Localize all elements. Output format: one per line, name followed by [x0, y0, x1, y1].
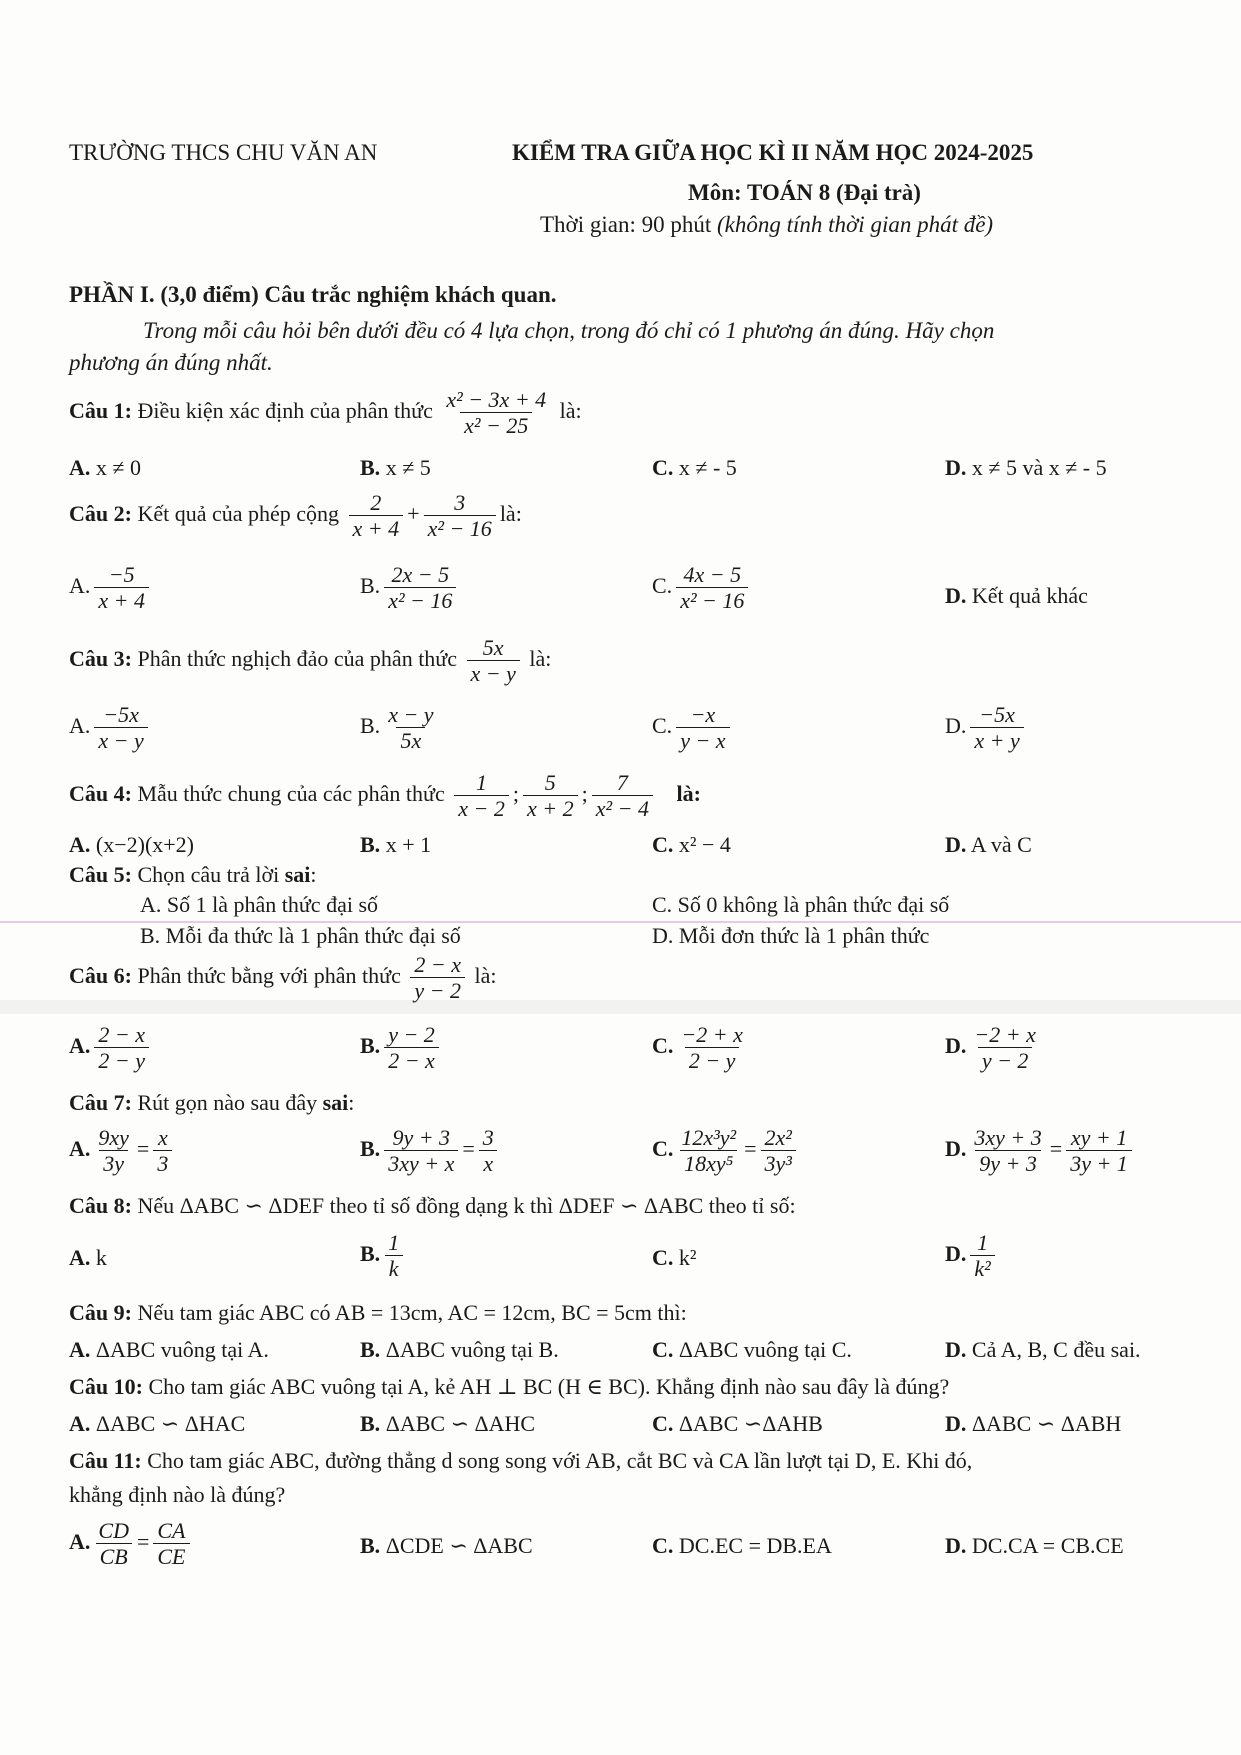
q9-a: ΔABC vuông tại A.	[95, 1337, 269, 1362]
q11-eq: =	[136, 1528, 150, 1554]
q2-b-fraction	[384, 562, 456, 614]
q2-f2-den: x² − 16	[424, 515, 496, 541]
opt-letter: A.	[69, 832, 91, 857]
q11-c: DC.EC = DB.EA	[678, 1533, 832, 1558]
q2-option-a[interactable]	[69, 562, 153, 614]
q3-b-fraction	[384, 702, 437, 754]
q8-option-c[interactable]	[652, 1245, 697, 1271]
q7-d-lhs-num: 3xy + 3	[974, 1125, 1042, 1150]
q9-c: ΔABC vuông tại C.	[678, 1337, 852, 1362]
q11-a-rhs-num: CA	[157, 1518, 186, 1543]
q8-label: Câu 8:	[69, 1193, 132, 1218]
q5-option-c[interactable]: C. Số 0 không là phân thức đại số	[652, 892, 950, 917]
q9-b: ΔABC vuông tại B.	[385, 1337, 559, 1362]
q6-fraction	[410, 952, 465, 1004]
opt-letter: D.	[945, 1240, 967, 1266]
opt-letter: C.	[652, 712, 673, 738]
q7-option-d[interactable]	[945, 1125, 1136, 1177]
q11-option-a[interactable]	[69, 1518, 194, 1570]
q6-c-den: 2 − y	[685, 1047, 740, 1073]
question-2	[69, 490, 522, 542]
q6-b-num: y − 2	[388, 1022, 435, 1047]
q7-c-lhs-den: 18xy⁵	[680, 1150, 737, 1176]
q9-text: Nếu tam giác ABC có AB = 13cm, AC = 12cm, BC = 5cm thì:	[131, 1300, 687, 1325]
q6-c-num: −2 + x	[681, 1022, 743, 1047]
q3-a-fraction	[94, 702, 147, 754]
opt-letter: A.	[69, 1411, 91, 1436]
q7-c-rhs-den: 3y³	[761, 1150, 796, 1176]
time-note: (không tính thời gian phát đề)	[716, 212, 994, 237]
q4-fraction-3	[592, 770, 653, 822]
q7-d-rhs	[1066, 1125, 1132, 1177]
q3-a-num: −5x	[103, 702, 139, 727]
q10-label: Câu 10:	[69, 1374, 143, 1399]
q2-text: Kết quả của phép cộng	[131, 500, 340, 526]
q7-text: Rút gọn nào sau đây	[131, 1090, 323, 1115]
q8-d-den: k²	[970, 1255, 994, 1281]
question-1	[69, 387, 582, 439]
q8-option-b[interactable]	[360, 1230, 407, 1282]
q7-b-lhs	[384, 1125, 458, 1177]
q1-den: x² − 25	[460, 412, 532, 438]
q9-option-d[interactable]	[945, 1337, 1141, 1363]
q2-f1-num: 2	[370, 490, 382, 515]
q5-bold: sai	[284, 862, 311, 887]
opt-letter: A.	[69, 455, 91, 480]
q1-b: x ≠ 5	[385, 455, 431, 480]
q8-a: k	[95, 1245, 107, 1270]
q5-text: Chọn câu trả lời	[131, 862, 285, 887]
opt-letter: B.	[360, 712, 381, 738]
q7-b-rhs-den: x	[479, 1150, 497, 1176]
question-3	[69, 635, 551, 687]
q6-den: y − 2	[410, 977, 465, 1003]
q8-d-num: 1	[977, 1230, 989, 1255]
q10-b: ΔABC ∽ ΔAHC	[385, 1411, 536, 1436]
q11-label: Câu 11:	[69, 1448, 142, 1473]
question-4	[69, 770, 701, 822]
q3-num: 5x	[482, 635, 504, 660]
q3-option-c[interactable]	[652, 702, 734, 754]
q7-c-lhs-num: 12x³y²	[681, 1125, 737, 1150]
opt-letter: D.	[945, 455, 967, 480]
opt-letter: D.	[945, 712, 967, 738]
q6-a-fraction	[94, 1022, 149, 1074]
opt-letter: A.	[69, 1528, 91, 1554]
q10-option-a[interactable]	[69, 1411, 245, 1437]
q2-b-num: 2x − 5	[391, 562, 450, 587]
q3-c-den: y − x	[676, 727, 729, 753]
q3-option-d[interactable]	[945, 702, 1028, 754]
q7-label: Câu 7:	[69, 1090, 132, 1115]
q11-text: Cho tam giác ABC, đường thẳng d song song với AB, cắt BC và CA lần lượt tại D, E. Khi đó,	[141, 1448, 973, 1473]
q7-colon: :	[348, 1090, 355, 1115]
q3-d-fraction	[970, 702, 1023, 754]
opt-letter: D.	[945, 1411, 967, 1436]
opt-letter: C.	[652, 572, 673, 598]
q2-fraction-2	[424, 490, 496, 542]
opt-letter: B.	[360, 1411, 381, 1436]
opt-letter: C.	[652, 1337, 674, 1362]
q2-f1-den: x + 4	[349, 515, 404, 541]
q3-option-b[interactable]	[360, 702, 442, 754]
q7-d-lhs-den: 9y + 3	[975, 1150, 1041, 1176]
q7-b-rhs-num: 3	[482, 1125, 494, 1150]
opt-letter: B.	[360, 1240, 381, 1266]
opt-letter: C.	[652, 1135, 674, 1161]
opt-letter: A.	[69, 1135, 91, 1161]
q11-a-lhs	[94, 1518, 133, 1570]
q5-option-d[interactable]: D. Mỗi đơn thức là 1 phân thức	[652, 923, 930, 948]
q3-c-fraction	[676, 702, 729, 754]
q10-option-c[interactable]	[652, 1411, 823, 1437]
q9-option-a[interactable]	[69, 1337, 269, 1363]
opt-letter: B.	[360, 1135, 381, 1161]
opt-letter: C.	[652, 832, 674, 857]
q7-c-rhs	[761, 1125, 796, 1177]
q10-option-b[interactable]	[360, 1411, 535, 1437]
question-5	[69, 862, 317, 888]
q7-a-lhs-num: 9xy	[98, 1125, 129, 1150]
q1-option-b[interactable]	[360, 455, 431, 481]
q1-fraction	[442, 387, 550, 439]
q7-d-rhs-num: xy + 1	[1070, 1125, 1128, 1150]
q2-label: Câu 2:	[69, 500, 132, 526]
q2-option-c[interactable]	[652, 562, 752, 614]
q10-a: ΔABC ∽ ΔHAC	[95, 1411, 246, 1436]
q6-d-num: −2 + x	[974, 1022, 1036, 1047]
school-name: TRƯỜNG THCS CHU VĂN AN	[69, 140, 378, 165]
opt-letter: D.	[945, 1337, 967, 1362]
q4-option-b[interactable]	[360, 832, 431, 858]
q7-eq: =	[462, 1135, 475, 1161]
opt-letter: B.	[360, 572, 381, 598]
q11-d: DC.CA = CB.CE	[971, 1533, 1124, 1558]
q3-fraction	[467, 635, 520, 687]
q2-option-b[interactable]	[360, 562, 460, 614]
exam-subject: Môn: TOÁN 8 (Đại trà)	[688, 180, 921, 205]
q4-c: x² − 4	[678, 832, 731, 857]
question-9	[69, 1300, 687, 1326]
q4-b: x + 1	[385, 832, 432, 857]
q6-d-den: y − 2	[978, 1047, 1033, 1073]
q9-d: Cả A, B, C đều sai.	[971, 1337, 1141, 1362]
opt-letter: D.	[945, 583, 967, 608]
q6-label: Câu 6:	[69, 962, 132, 988]
opt-letter: C.	[652, 1533, 674, 1558]
opt-letter: D.	[945, 832, 967, 857]
q5-option-a[interactable]: A. Số 1 là phân thức đại số	[140, 892, 379, 917]
q11-option-b[interactable]	[360, 1533, 533, 1559]
opt-letter: C.	[652, 1245, 674, 1270]
q4-option-a[interactable]	[69, 832, 194, 858]
q7-a-rhs-den: 3	[153, 1150, 172, 1176]
q3-c-num: −x	[690, 702, 716, 727]
opt-letter: D.	[945, 1135, 967, 1161]
q5-colon: :	[310, 862, 317, 887]
q4-f2-den: x + 2	[523, 795, 578, 821]
opt-letter: B.	[360, 1032, 381, 1058]
q6-tail: là:	[474, 962, 497, 988]
question-7	[69, 1090, 354, 1116]
q4-f2-num: 5	[544, 770, 556, 795]
q2-f2-num: 3	[454, 490, 466, 515]
q6-b-fraction	[384, 1022, 439, 1074]
q6-text: Phân thức bằng với phân thức	[131, 962, 401, 988]
opt-letter: C.	[652, 1411, 674, 1436]
part1-instruction-2: phương án đúng nhất.	[69, 350, 273, 375]
q4-d: A và C	[970, 832, 1032, 857]
q1-option-d[interactable]	[945, 455, 1107, 481]
q1-a: x ≠ 0	[95, 455, 141, 480]
opt-letter: B.	[360, 832, 381, 857]
time-text: Thời gian: 90 phút	[540, 212, 717, 237]
q4-fraction-2	[523, 770, 578, 822]
opt-letter: B.	[360, 1533, 381, 1558]
q1-option-c[interactable]	[652, 455, 737, 481]
part1-instruction-1: Trong mỗi câu hỏi bên dưới đều có 4 lựa chọn, trong đó chỉ có 1 phương án đúng. Hãy chọn	[143, 318, 995, 343]
q6-option-d[interactable]	[945, 1022, 1044, 1074]
q8-text: Nếu ΔABC ∽ ΔDEF theo tỉ số đồng dạng k thì ΔDEF ∽ ΔABC theo tỉ số:	[131, 1193, 796, 1218]
q2-op: +	[407, 500, 420, 526]
q2-option-d[interactable]	[945, 583, 1088, 609]
exam-time	[540, 212, 993, 238]
q4-option-d[interactable]	[945, 832, 1032, 858]
q2-c-fraction	[676, 562, 748, 614]
q2-a-fraction	[94, 562, 149, 614]
q6-c-fraction	[677, 1022, 746, 1074]
q11-text-line2: khẳng định nào là đúng?	[69, 1482, 286, 1507]
q1-d: x ≠ 5 và x ≠ - 5	[971, 455, 1107, 480]
q7-b-lhs-num: 9y + 3	[392, 1125, 451, 1150]
q4-f3-num: 7	[616, 770, 628, 795]
q7-c-rhs-num: 2x²	[764, 1125, 792, 1150]
q5-option-b[interactable]: B. Mỗi đa thức là 1 phân thức đại số	[140, 923, 461, 948]
q2-a-num: −5	[108, 562, 135, 587]
q4-f3-den: x² − 4	[592, 795, 653, 821]
q11-a-lhs-den: CB	[96, 1543, 132, 1569]
q4-a: (x−2)(x+2)	[95, 832, 195, 857]
q6-a-den: 2 − y	[94, 1047, 149, 1073]
q4-f1-num: 1	[476, 770, 488, 795]
q2-d: Kết quả khác	[971, 583, 1088, 608]
opt-letter: B.	[360, 1337, 381, 1362]
q6-d-fraction	[970, 1022, 1039, 1074]
q4-fraction-1	[454, 770, 509, 822]
q8-d-fraction	[970, 1230, 994, 1282]
q3-label: Câu 3:	[69, 645, 132, 671]
q4-sep: ;	[512, 780, 519, 806]
q3-d-den: x + y	[970, 727, 1023, 753]
q7-a-lhs-den: 3y	[99, 1150, 128, 1176]
q7-option-a[interactable]	[69, 1125, 176, 1177]
exam-title: KIỂM TRA GIỮA HỌC KÌ II NĂM HỌC 2024-2025	[512, 140, 1034, 165]
opt-letter: C.	[652, 455, 674, 480]
opt-letter: A.	[69, 1245, 91, 1270]
q10-d: ΔABC ∽ ΔABH	[971, 1411, 1122, 1436]
q8-b-den: k	[385, 1255, 403, 1281]
q3-option-a[interactable]	[69, 702, 152, 754]
question-11	[69, 1448, 972, 1474]
q7-d-lhs	[970, 1125, 1045, 1177]
q3-d-num: −5x	[979, 702, 1015, 727]
q7-eq: =	[136, 1135, 150, 1161]
q7-bold: sai	[322, 1090, 349, 1115]
q7-option-b[interactable]	[360, 1125, 502, 1177]
q7-option-c[interactable]	[652, 1125, 800, 1177]
q8-b-num: 1	[388, 1230, 400, 1255]
q1-c: x ≠ - 5	[678, 455, 737, 480]
q10-option-d[interactable]	[945, 1411, 1121, 1437]
part1-title: PHẦN I. (3,0 điểm) Câu trắc nghiệm khách quan.	[69, 282, 557, 307]
q2-fraction-1	[349, 490, 404, 542]
q11-a-rhs-den: CE	[153, 1543, 189, 1569]
q7-b-lhs-den: 3xy + x	[384, 1150, 458, 1176]
q10-text: Cho tam giác ABC vuông tại A, kẻ AH ⊥ BC (H ∈ BC). Khẳng định nào sau đây là đúng?	[142, 1374, 950, 1399]
q1-num: x² − 3x + 4	[446, 387, 547, 412]
q8-c: k²	[678, 1245, 697, 1270]
q4-tail: là:	[676, 780, 701, 806]
q11-b: ΔCDE ∽ ΔABC	[385, 1533, 533, 1558]
q3-b-num: x − y	[388, 702, 434, 727]
q1-option-a[interactable]	[69, 455, 141, 481]
q7-a-lhs	[94, 1125, 133, 1177]
opt-letter: B.	[360, 455, 381, 480]
q8-b-fraction	[384, 1230, 403, 1282]
q3-text: Phân thức nghịch đảo của phân thức	[131, 645, 457, 671]
opt-letter: D.	[945, 1032, 967, 1058]
question-6	[69, 952, 496, 1004]
q6-b-den: 2 − x	[384, 1047, 439, 1073]
q6-a-num: 2 − x	[98, 1022, 146, 1047]
q2-b-den: x² − 16	[384, 587, 456, 613]
q7-eq: =	[1049, 1135, 1063, 1161]
q7-c-lhs	[677, 1125, 740, 1177]
q11-a-rhs	[153, 1518, 189, 1570]
q9-option-b[interactable]	[360, 1337, 559, 1363]
q11-a-lhs-num: CD	[98, 1518, 129, 1543]
q5-label: Câu 5:	[69, 862, 132, 887]
q2-tail: là:	[499, 500, 522, 526]
opt-letter: A.	[69, 712, 91, 738]
question-8	[69, 1193, 796, 1219]
q11-option-c[interactable]	[652, 1533, 832, 1559]
q8-option-a[interactable]	[69, 1245, 107, 1271]
q3-tail: là:	[529, 645, 552, 671]
q7-d-rhs-den: 3y + 1	[1066, 1150, 1132, 1176]
q7-a-rhs-num: x	[157, 1125, 168, 1150]
opt-letter: A.	[69, 572, 91, 598]
q4-f1-den: x − 2	[454, 795, 509, 821]
question-10	[69, 1374, 949, 1400]
q4-option-c[interactable]	[652, 832, 731, 858]
q6-option-b[interactable]	[360, 1022, 443, 1074]
q6-option-c[interactable]	[652, 1022, 751, 1074]
q4-label: Câu 4:	[69, 780, 132, 806]
q8-option-d[interactable]	[945, 1230, 999, 1282]
q2-c-num: 4x − 5	[683, 562, 742, 587]
q3-a-den: x − y	[94, 727, 147, 753]
q1-text: Điều kiện xác định của phân thức	[131, 397, 433, 423]
q1-label: Câu 1:	[69, 397, 132, 423]
q4-sep: ;	[581, 780, 588, 806]
q1-tail: là:	[559, 397, 582, 423]
q3-den: x − y	[467, 660, 520, 686]
opt-letter: A.	[69, 1337, 91, 1362]
q7-eq: =	[744, 1135, 757, 1161]
opt-letter: D.	[945, 1533, 967, 1558]
opt-letter: C.	[652, 1032, 674, 1058]
q10-c: ΔABC ∽ΔAHB	[678, 1411, 823, 1436]
opt-letter: A.	[69, 1032, 91, 1058]
q7-a-rhs	[153, 1125, 172, 1177]
q9-label: Câu 9:	[69, 1300, 132, 1325]
q7-b-rhs	[479, 1125, 498, 1177]
q2-a-den: x + 4	[94, 587, 149, 613]
q2-c-den: x² − 16	[676, 587, 748, 613]
q4-text: Mẫu thức chung của các phân thức	[131, 780, 445, 806]
q9-option-c[interactable]	[652, 1337, 852, 1363]
q6-num: 2 − x	[414, 952, 461, 977]
q11-option-d[interactable]	[945, 1533, 1124, 1559]
q3-b-den: 5x	[396, 727, 425, 753]
q6-option-a[interactable]	[69, 1022, 153, 1074]
